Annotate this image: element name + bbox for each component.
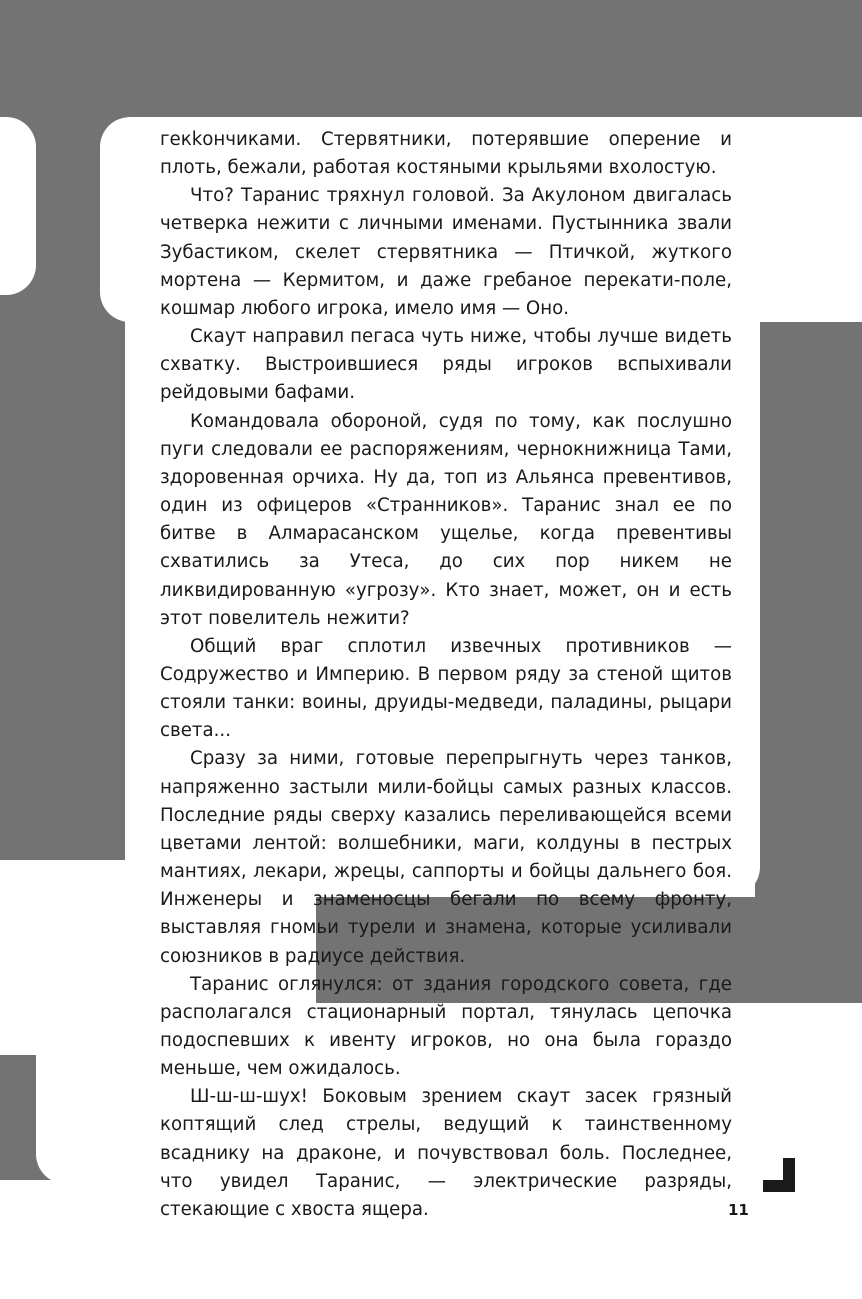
paragraph: Общий враг сплотил извечных противников — Содружество и Империю. В первом ряду за стеной щитов стояли танки: воины, друиды-медведи, паладины, рыцари света...: [160, 635, 732, 742]
paragraph: Что? Таранис тряхнул головой. За Акулоном двигалась четверка нежити с личными именами. Пустынника звали Зубастиком, скелет стервятника — Птичкой, жуткого мортена — Кермитом, и даже гребаное перекати-поле, кошмар любого игрока, имело имя — Оно.: [160, 185, 732, 319]
paragraph: гекkончиками. Стервятники, потерявшие оперение и плоть, бежали, работая костяными крыльями вхолостую.: [160, 129, 732, 179]
paragraph: Сразу за ними, готовые перепрыгнуть через танков, напряженно застыли мили-бойцы самых разных классов. Последние ряды сверху казались переливающейся всеми цветами лентой: волшебники, маги, колдуны в пестрых мантиях, лекари, жрецы, саппорты и бойцы дальнего боя. Инженеры и знаменосцы бегали по всему фронту, выставляя гномьи турели и знамена, которые усиливали союзников в радиусе действия.: [160, 748, 732, 967]
white-panel-left-tab: [0, 117, 36, 295]
page-number: 11: [728, 1201, 749, 1219]
paragraph: Таранис оглянулся: от здания городского совета, где располагался стационарный портал, тянулась цепочка подоспевших к ивенту игроков, но она была гораздо меньше, чем ожидалось.: [160, 973, 732, 1080]
corner-mark-icon: [763, 1158, 795, 1192]
body-text: [160, 126, 732, 1224]
paragraph: Командовала обороной, судя по тому, как послушно пуги следовали ее распоряжениям, чернокнижница Тами, здоровенная орчиха. Ну да, топ из Альянса превентивов, один из офицеров «Странников». Таранис знал ее по битве в Алмарасанском ущелье, когда превентивы схватились за Утеса, до сих пор никем не ликвидированную «угрозу». Кто знает, может, он и есть этот повелитель нежити?: [160, 410, 732, 629]
paragraph: Скаут направил пегаса чуть ниже, чтобы лучше видеть схватку. Выстроившиеся ряды игроков вспыхивали рейдовыми бафами.: [160, 326, 732, 404]
paragraph: Ш-ш-ш-шух! Боковым зрением скаут засек грязный коптящий след стрелы, ведущий к таинственному всаднику на драконе, и почувствовал боль. Последнее, что увидел Таранис, — электрические разряды, стекающие с хвоста ящера.: [160, 1086, 732, 1220]
